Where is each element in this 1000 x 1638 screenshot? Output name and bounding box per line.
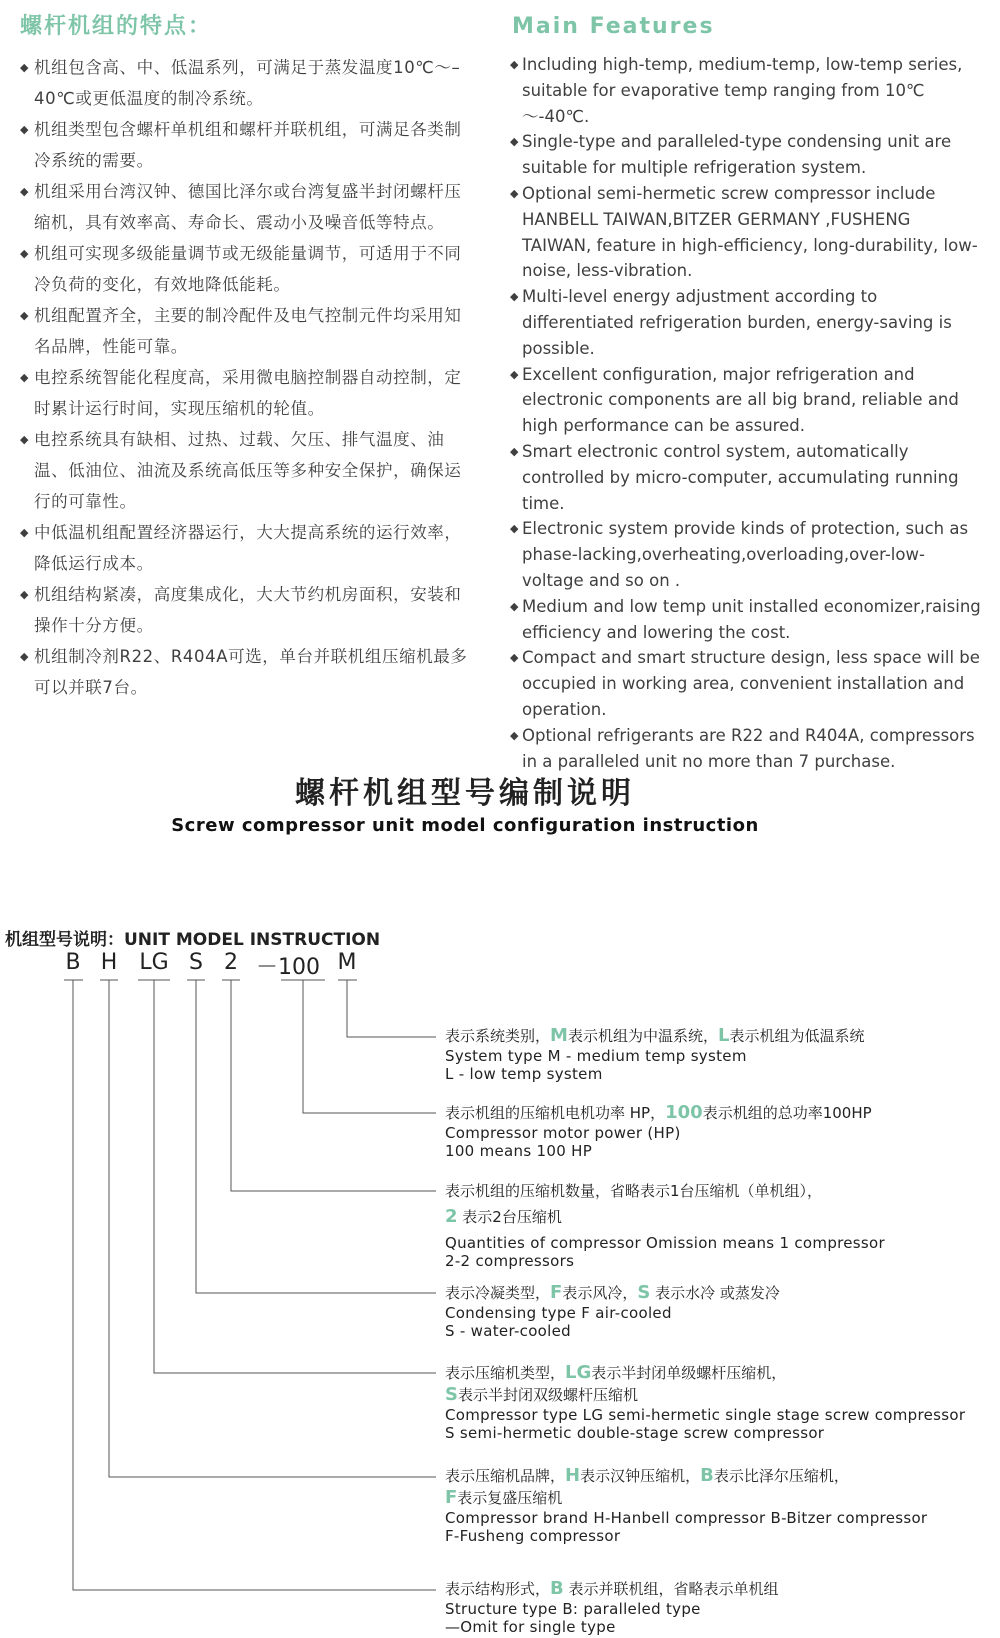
feature-cn-item: ◆ 机组配置齐全，主要的制冷配件及电气控制元件均采用知名品牌，性能可靠。	[20, 300, 475, 362]
desc-quantity	[445, 1180, 995, 1270]
desc-structure	[445, 1578, 995, 1636]
model-code-part: M	[337, 950, 357, 975]
feature-cn-item: ◆ 机组结构紧凑，高度集成化，大大节约机房面积，安装和操作十分方便。	[20, 579, 475, 641]
desc-cn-line: F表示复盛压缩机	[445, 1487, 563, 1508]
desc-en-line: L - low temp system	[445, 1065, 603, 1083]
desc-cn-line: 表示结构形式，B 表示并联机组，省略表示单机组	[445, 1578, 779, 1599]
features-cn-title: 螺杆机组的特点：	[20, 14, 213, 39]
connector-brand	[109, 980, 436, 1477]
connector-system-type	[347, 980, 436, 1037]
feature-cn-item: ◆ 电控系统具有缺相、过热、过载、欠压、排气温度、油温、低油位、油流及系统高低压等多种安全保护，确保运行的可靠性。	[20, 424, 475, 517]
feature-en-item: ◆ Compact and smart structure design, less space will be occupied in working area, convenient installation and operation.	[512, 645, 982, 722]
desc-cn-line: 表示冷凝类型，F表示风冷，S 表示水冷 或蒸发冷	[445, 1282, 780, 1303]
feature-cn-item: ◆ 电控系统智能化程度高，采用微电脑控制器自动控制，定时累计运行时间，实现压缩机的轮值。	[20, 362, 475, 424]
model-code-part: －100	[256, 955, 320, 980]
desc-cn-line: 2 表示2台压缩机	[445, 1206, 562, 1227]
feature-en-item: ◆ Single-type and paralleled-type condensing unit are suitable for multiple refrigeration system.	[512, 129, 982, 181]
desc-cn-line: 表示机组的压缩机数量，省略表示1台压缩机（单机组），	[445, 1182, 823, 1200]
feature-en-item: ◆ Multi-level energy adjustment according to differentiated refrigeration burden, energy-saving is possible.	[512, 284, 982, 361]
feature-en-item: ◆ Smart electronic control system, automatically controlled by micro-computer, accumulating running time.	[512, 439, 982, 516]
desc-en-line: 2-2 compressors	[445, 1252, 575, 1270]
desc-en-line: —Omit for single type	[445, 1618, 616, 1636]
desc-cn-line: 表示机组的压缩机电机功率 HP，100表示机组的总功率100HP	[445, 1102, 872, 1123]
desc-cn-line: 表示系统类别，M表示机组为中温系统，L表示机组为低温系统	[445, 1025, 865, 1046]
desc-brand	[445, 1465, 995, 1545]
desc-en-line: 100 means 100 HP	[445, 1142, 593, 1160]
desc-cn-line: 表示压缩机品牌，H表示汉钟压缩机，B表示比泽尔压缩机，	[445, 1465, 849, 1486]
desc-motor-power	[445, 1102, 995, 1160]
model-code-part: LG	[139, 950, 169, 975]
feature-cn-item: ◆ 中低温机组配置经济器运行，大大提高系统的运行效率，降低运行成本。	[20, 517, 475, 579]
feature-en-item: ◆ Optional refrigerants are R22 and R404A, compressors in a paralleled unit no more than 7 purchase.	[512, 723, 982, 775]
desc-en-line: S semi-hermetic double-stage screw compressor	[445, 1424, 825, 1442]
feature-en-item: ◆ Including high-temp, medium-temp, low-temp series, suitable for evaporative temp ranging from 10℃～-40℃.	[512, 52, 982, 129]
desc-en-line: S - water-cooled	[445, 1322, 571, 1340]
model-section-title-cn: 螺杆机组型号编制说明	[295, 776, 635, 811]
feature-cn-item: ◆ 机组类型包含螺杆单机组和螺杆并联机组，可满足各类制冷系统的需要。	[20, 114, 475, 176]
desc-system-type	[445, 1025, 995, 1083]
desc-en-line: System type M - medium temp system	[445, 1047, 747, 1065]
model-code-part: 2	[224, 950, 238, 975]
features-en-title: Main Features	[512, 14, 715, 39]
desc-en-line: Structure type B: paralleled type	[445, 1600, 701, 1618]
desc-cn-line: S表示半封闭双级螺杆压缩机	[445, 1384, 638, 1405]
desc-en-line: Condensing type F air-cooled	[445, 1304, 672, 1322]
feature-cn-item: ◆ 机组包含高、中、低温系列，可满足于蒸发温度10℃～–40℃或更低温度的制冷系统。	[20, 52, 475, 114]
desc-en-line: F-Fusheng compressor	[445, 1527, 621, 1545]
feature-en-item: ◆ Medium and low temp unit installed economizer,raising efficiency and lowering the cost.	[512, 594, 982, 646]
desc-en-line: Compressor motor power (HP)	[445, 1124, 681, 1142]
feature-cn-item: ◆ 机组采用台湾汉钟、德国比泽尔或台湾复盛半封闭螺杆压缩机，具有效率高、寿命长、震动小及噪音低等特点。	[20, 176, 475, 238]
connector-motor-power	[303, 980, 436, 1113]
model-code-part: B	[65, 950, 81, 975]
feature-en-item: ◆ Excellent configuration, major refrigeration and electronic components are all big brand, reliable and high performance can be assured.	[512, 362, 982, 439]
desc-condensing	[445, 1282, 995, 1340]
connector-condensing	[196, 980, 436, 1293]
model-code-part: S	[189, 950, 203, 975]
desc-compressor-type	[445, 1362, 995, 1442]
model-instruction-label: 机组型号说明：UNIT MODEL INSTRUCTION	[5, 930, 381, 950]
feature-cn-item: ◆ 机组制冷剂R22、R404A可选，单台并联机组压缩机最多可以并联7台。	[20, 641, 475, 703]
desc-en-line: Compressor type LG semi-hermetic single stage screw compressor	[445, 1406, 966, 1424]
connector-structure	[73, 980, 436, 1590]
model-code-part: H	[100, 950, 118, 975]
desc-cn-line: 表示压缩机类型，LG表示半封闭单级螺杆压缩机，	[445, 1362, 787, 1383]
model-section-title-en: Screw compressor unit model configuration instruction	[171, 815, 759, 836]
desc-en-line: Compressor brand H-Hanbell compressor B-Bitzer compressor	[445, 1509, 928, 1527]
desc-en-line: Quantities of compressor Omission means 1 compressor	[445, 1234, 885, 1252]
feature-en-item: ◆ Optional semi-hermetic screw compressor include HANBELL TAIWAN,BITZER GERMANY ,FUSHENG TAIWAN, feature in high-efficiency, long-durability, low-noise, less-vibration.	[512, 181, 982, 284]
feature-en-item: ◆ Electronic system provide kinds of protection, such as phase-lacking,overheating,overloading,over-low-voltage and so on .	[512, 516, 982, 593]
feature-cn-item: ◆ 机组可实现多级能量调节或无级能量调节，可适用于不同冷负荷的变化，有效地降低能耗。	[20, 238, 475, 300]
connector-quantity	[231, 980, 436, 1191]
